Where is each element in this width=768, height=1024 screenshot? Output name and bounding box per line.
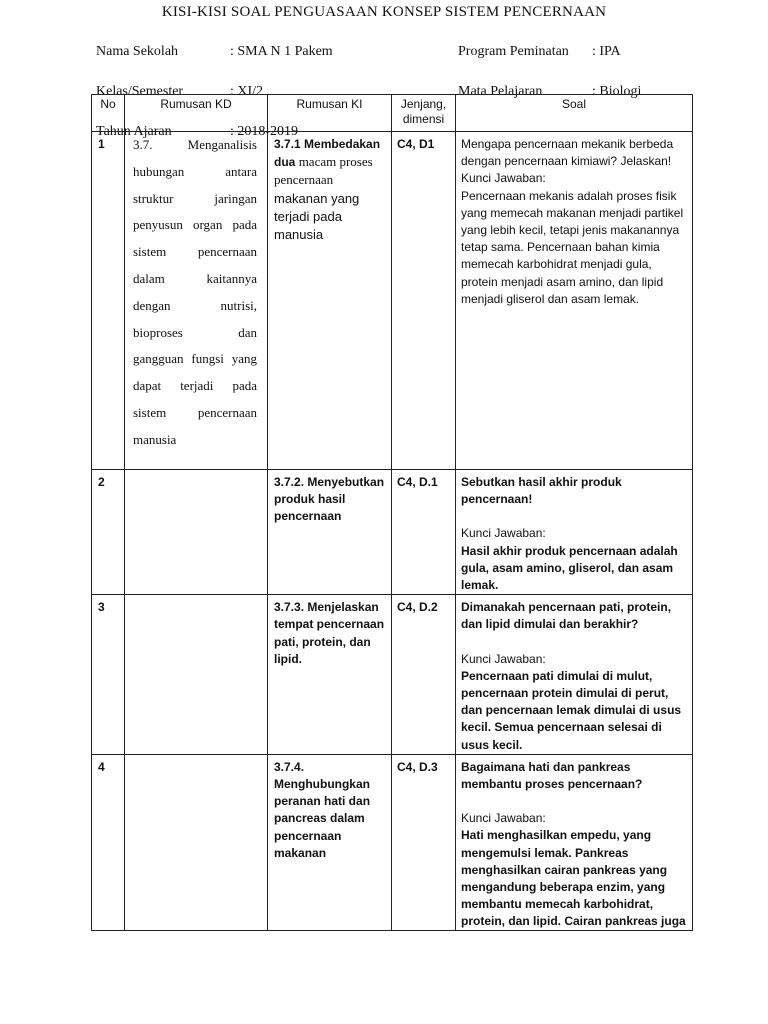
kunci-jawaban-label: Kunci Jawaban: bbox=[461, 651, 546, 666]
info-label: Kelas/Semester bbox=[96, 84, 184, 99]
info-label: Program Peminatan bbox=[458, 44, 569, 59]
jenjang-dimensi-cell: C4, D.3 bbox=[392, 754, 456, 930]
header-jenjang-dimensi: Jenjang, dimensi bbox=[392, 95, 456, 132]
soal-cell bbox=[456, 595, 693, 755]
rumusan-ki-text-serif: macam proses pencernaan bbox=[274, 154, 373, 188]
row-number: 1 bbox=[92, 132, 125, 470]
info-label: Nama Sekolah bbox=[96, 44, 179, 59]
kisi-kisi-table bbox=[91, 94, 693, 931]
table-row bbox=[92, 132, 693, 470]
soal-question: Mengapa pencernaan mekanik berbeda dengan pencernaan kimiawi? Jelaskan! bbox=[461, 137, 674, 169]
info-label: Tahun Ajaran bbox=[96, 124, 172, 139]
kunci-jawaban-label: Kunci Jawaban: bbox=[461, 171, 546, 186]
info-value: : Biologi bbox=[592, 84, 642, 99]
table-header-row bbox=[92, 95, 693, 132]
info-value: : 2018-2019 bbox=[230, 124, 299, 139]
rumusan-ki-text: makanan yang terjadi pada manusia bbox=[274, 190, 360, 243]
table-row bbox=[92, 754, 693, 930]
soal-cell bbox=[456, 132, 693, 470]
jenjang-dimensi-cell: C4, D.2 bbox=[392, 595, 456, 755]
spacer bbox=[461, 793, 688, 810]
rumusan-kd-text: 3.7. Menganalisis hubungan antara struktur jaringan penyusun organ pada sistem pencernaan dalam kaitannya dengan nutrisi, bioproses dan gangguan fungsi yang dapat terjadi pada sistem pencernaan manusia bbox=[133, 137, 257, 447]
kunci-jawaban-text: Pencernaan mekanis adalah proses fisik yang memecah makanan menjadi partikel yang lebih kecil, tetapi jenis makanannya tetap sama. Pencernaan bahan kimia memecah karbohidrat menjadi gula, protein menjadi asam amino, dan lipid menjadi gliserol dan asam lemak. bbox=[461, 188, 684, 306]
rumusan-kd-cell bbox=[125, 754, 268, 930]
kunci-jawaban-label: Kunci Jawaban: bbox=[461, 811, 546, 826]
info-value: : SMA N 1 Pakem bbox=[230, 44, 333, 59]
rumusan-ki-cell: 3.7.3. Menjelaskan tempat pencernaan pati, protein, dan lipid. bbox=[268, 595, 392, 755]
table-row bbox=[92, 470, 693, 595]
soal-question: Dimanakah pencernaan pati, protein, dan lipid dimulai dan berakhir? bbox=[461, 600, 672, 632]
rumusan-kd-cell bbox=[125, 470, 268, 595]
rumusan-ki-cell bbox=[268, 132, 392, 470]
header-rumusan-kd: Rumusan KD bbox=[125, 95, 268, 132]
row-number: 2 bbox=[92, 470, 125, 595]
rumusan-kd-cell bbox=[125, 132, 268, 470]
soal-cell bbox=[456, 754, 693, 930]
row-number: 4 bbox=[92, 754, 125, 930]
jenjang-dimensi-cell: C4, D1 bbox=[392, 132, 456, 470]
rumusan-ki-cell: 3.7.4. Menghubungkan peranan hati dan pancreas dalam pencernaan makanan bbox=[268, 754, 392, 930]
kunci-jawaban-text: Pencernaan pati dimulai di mulut, pencernaan protein dimulai di perut, dan pencernaan lemak dimulai di usus kecil. Semua pencernaan selesai di usus kecil. bbox=[461, 668, 682, 752]
row-number: 3 bbox=[92, 595, 125, 755]
soal-question: Bagaimana hati dan pankreas membantu proses pencernaan? bbox=[461, 759, 643, 792]
kunci-jawaban-label: Kunci Jawaban: bbox=[461, 526, 546, 541]
header-soal: Soal bbox=[456, 95, 693, 132]
document-title: KISI-KISI SOAL PENGUASAAN KONSEP SISTEM PENCERNAAN bbox=[161, 4, 607, 20]
jenjang-dimensi-cell: C4, D.1 bbox=[392, 470, 456, 595]
rumusan-kd-cell bbox=[125, 595, 268, 755]
rumusan-ki-text-bold: 3.7.1 Membedakan dua bbox=[274, 137, 381, 170]
info-value: : IPA bbox=[592, 44, 621, 59]
spacer bbox=[461, 634, 688, 651]
kunci-jawaban-text: Hasil akhir produk pencernaan adalah gula, asam amino, gliserol, dan asam lemak. bbox=[461, 543, 678, 593]
info-program-peminatan bbox=[458, 44, 621, 60]
info-value: : XI/2 bbox=[230, 84, 264, 99]
info-label: Mata Pelajaran bbox=[458, 84, 543, 99]
spacer bbox=[461, 508, 688, 525]
soal-cell bbox=[456, 470, 693, 595]
table-row bbox=[92, 595, 693, 755]
header-no: No bbox=[92, 95, 125, 132]
kunci-jawaban-text: Hati menghasilkan empedu, yang mengemulsi lemak. Pankreas menghasilkan cairan pankreas yang mengandung beberapa enzim, yang membantu memecah karbohidrat, protein, dan lipid. Cairan pankreas juga bbox=[461, 828, 686, 929]
rumusan-ki-cell: 3.7.2. Menyebutkan produk hasil pencernaan bbox=[268, 470, 392, 595]
soal-content bbox=[461, 759, 688, 929]
header-rumusan-ki: Rumusan KI bbox=[268, 95, 392, 132]
soal-question: Sebutkan hasil akhir produk pencernaan! bbox=[461, 475, 622, 507]
info-nama-sekolah bbox=[96, 44, 333, 60]
